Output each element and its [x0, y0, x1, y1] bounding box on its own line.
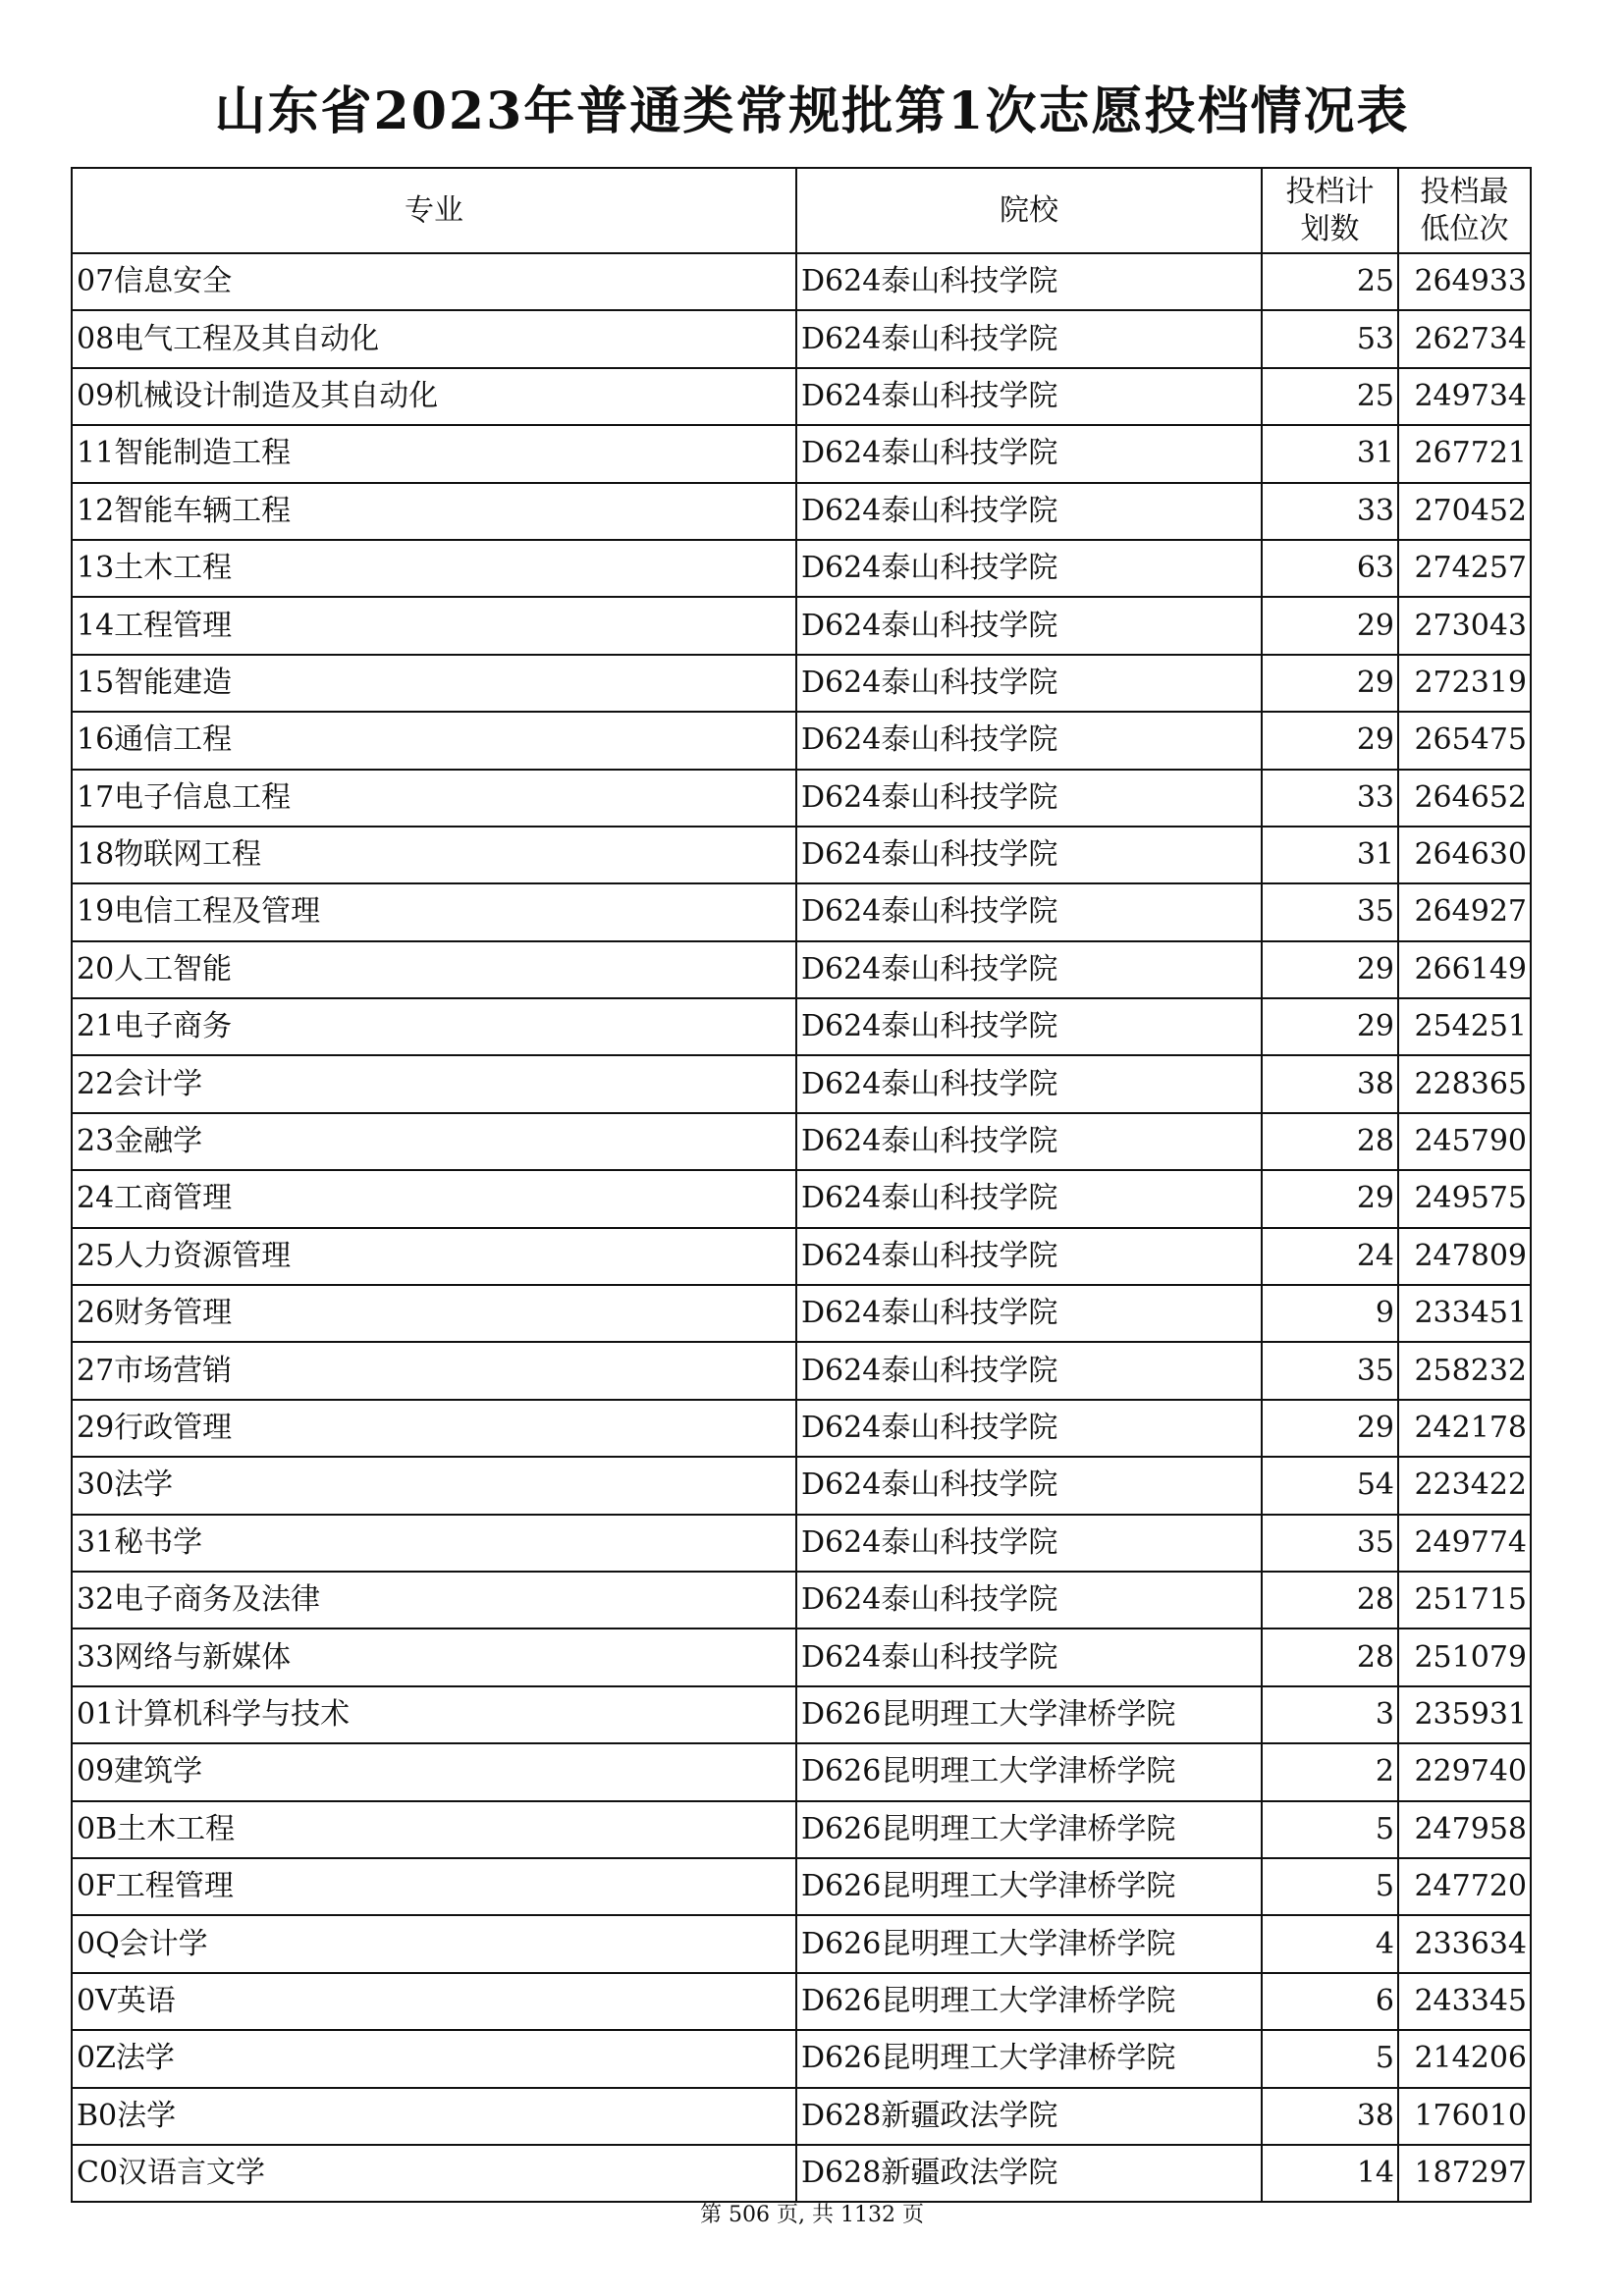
major-cell: 08电气工程及其自动化 [72, 310, 796, 367]
school-cell: D624泰山科技学院 [796, 253, 1262, 310]
major-cell: 16通信工程 [72, 712, 796, 769]
header-major: 专业 [72, 168, 796, 253]
table-row [72, 1228, 1531, 1285]
table-row [72, 597, 1531, 654]
major-cell: 22会计学 [72, 1055, 796, 1112]
table-row [72, 1055, 1531, 1112]
plan-count-cell: 25 [1262, 368, 1398, 425]
school-cell: D624泰山科技学院 [796, 1572, 1262, 1629]
plan-count-cell: 28 [1262, 1113, 1398, 1170]
plan-count-cell: 25 [1262, 253, 1398, 310]
plan-count-cell: 29 [1262, 597, 1398, 654]
school-cell: D624泰山科技学院 [796, 310, 1262, 367]
min-rank-cell: 249774 [1398, 1515, 1531, 1572]
min-rank-cell: 264652 [1398, 770, 1531, 827]
major-cell: 21电子商务 [72, 998, 796, 1055]
school-cell: D624泰山科技学院 [796, 1113, 1262, 1170]
min-rank-cell: 229740 [1398, 1743, 1531, 1800]
school-cell: D628新疆政法学院 [796, 2145, 1262, 2202]
header-rank [1398, 168, 1531, 253]
table-row [72, 712, 1531, 769]
school-cell: D626昆明理工大学津桥学院 [796, 1858, 1262, 1915]
school-cell: D624泰山科技学院 [796, 998, 1262, 1055]
school-cell: D624泰山科技学院 [796, 1228, 1262, 1285]
plan-count-cell: 33 [1262, 770, 1398, 827]
table-body [72, 253, 1531, 2202]
school-cell: D624泰山科技学院 [796, 883, 1262, 940]
plan-count-cell: 29 [1262, 1400, 1398, 1457]
table-row [72, 1457, 1531, 1514]
min-rank-cell: 223422 [1398, 1457, 1531, 1514]
plan-count-cell: 5 [1262, 1858, 1398, 1915]
table-row [72, 1170, 1531, 1227]
school-cell: D624泰山科技学院 [796, 597, 1262, 654]
min-rank-cell: 228365 [1398, 1055, 1531, 1112]
plan-count-cell: 9 [1262, 1285, 1398, 1342]
plan-count-cell: 29 [1262, 655, 1398, 712]
plan-count-cell: 29 [1262, 1170, 1398, 1227]
plan-count-cell: 38 [1262, 1055, 1398, 1112]
major-cell: 01计算机科学与技术 [72, 1686, 796, 1743]
school-cell: D624泰山科技学院 [796, 1515, 1262, 1572]
major-cell: 31秘书学 [72, 1515, 796, 1572]
plan-count-cell: 35 [1262, 883, 1398, 940]
header-plan-line2: 划数 [1300, 211, 1360, 246]
min-rank-cell: 267721 [1398, 425, 1531, 482]
school-cell: D624泰山科技学院 [796, 1342, 1262, 1399]
plan-count-cell: 5 [1262, 1801, 1398, 1858]
table-row [72, 1400, 1531, 1457]
plan-count-cell: 24 [1262, 1228, 1398, 1285]
page-footer: 第 506 页, 共 1132 页 [700, 2203, 924, 2227]
plan-count-cell: 28 [1262, 1629, 1398, 1685]
major-cell: 29行政管理 [72, 1400, 796, 1457]
major-cell: 27市场营销 [72, 1342, 796, 1399]
major-cell: 0V英语 [72, 1973, 796, 2030]
table-row [72, 655, 1531, 712]
school-cell: D628新疆政法学院 [796, 2088, 1262, 2145]
min-rank-cell: 264630 [1398, 827, 1531, 883]
major-cell: 13土木工程 [72, 540, 796, 597]
header-rank-line2: 低位次 [1420, 211, 1509, 246]
min-rank-cell: 258232 [1398, 1342, 1531, 1399]
header-rank-line1: 投档最 [1420, 174, 1509, 209]
school-cell: D626昆明理工大学津桥学院 [796, 2030, 1262, 2087]
table-row [72, 1915, 1531, 1972]
plan-count-cell: 29 [1262, 712, 1398, 769]
table-row [72, 310, 1531, 367]
min-rank-cell: 273043 [1398, 597, 1531, 654]
plan-count-cell: 5 [1262, 2030, 1398, 2087]
table-row [72, 253, 1531, 310]
min-rank-cell: 247958 [1398, 1801, 1531, 1858]
table-row [72, 540, 1531, 597]
school-cell: D624泰山科技学院 [796, 1629, 1262, 1685]
school-cell: D626昆明理工大学津桥学院 [796, 1743, 1262, 1800]
school-cell: D626昆明理工大学津桥学院 [796, 1801, 1262, 1858]
min-rank-cell: 245790 [1398, 1113, 1531, 1170]
min-rank-cell: 249734 [1398, 368, 1531, 425]
min-rank-cell: 254251 [1398, 998, 1531, 1055]
min-rank-cell: 266149 [1398, 941, 1531, 998]
table-row [72, 425, 1531, 482]
plan-count-cell: 31 [1262, 827, 1398, 883]
table-row [72, 1515, 1531, 1572]
min-rank-cell: 233451 [1398, 1285, 1531, 1342]
plan-count-cell: 31 [1262, 425, 1398, 482]
school-cell: D624泰山科技学院 [796, 1400, 1262, 1457]
school-cell: D624泰山科技学院 [796, 425, 1262, 482]
table-row [72, 368, 1531, 425]
major-cell: 0Q会计学 [72, 1915, 796, 1972]
plan-count-cell: 3 [1262, 1686, 1398, 1743]
plan-count-cell: 14 [1262, 2145, 1398, 2202]
min-rank-cell: 233634 [1398, 1915, 1531, 1972]
school-cell: D624泰山科技学院 [796, 1170, 1262, 1227]
school-cell: D624泰山科技学院 [796, 368, 1262, 425]
school-cell: D624泰山科技学院 [796, 655, 1262, 712]
table-row [72, 2088, 1531, 2145]
min-rank-cell: 235931 [1398, 1686, 1531, 1743]
header-plan [1262, 168, 1398, 253]
plan-count-cell: 29 [1262, 998, 1398, 1055]
school-cell: D624泰山科技学院 [796, 1285, 1262, 1342]
table-row [72, 483, 1531, 540]
major-cell: 0F工程管理 [72, 1858, 796, 1915]
school-cell: D624泰山科技学院 [796, 770, 1262, 827]
admission-table [71, 167, 1532, 2203]
min-rank-cell: 270452 [1398, 483, 1531, 540]
table-row [72, 1973, 1531, 2030]
plan-count-cell: 33 [1262, 483, 1398, 540]
min-rank-cell: 251715 [1398, 1572, 1531, 1629]
min-rank-cell: 264927 [1398, 883, 1531, 940]
table-row [72, 1743, 1531, 1800]
major-cell: 23金融学 [72, 1113, 796, 1170]
major-cell: 09机械设计制造及其自动化 [72, 368, 796, 425]
table-row [72, 2145, 1531, 2202]
major-cell: 11智能制造工程 [72, 425, 796, 482]
plan-count-cell: 4 [1262, 1915, 1398, 1972]
table-row [72, 827, 1531, 883]
min-rank-cell: 247720 [1398, 1858, 1531, 1915]
table-row [72, 941, 1531, 998]
header-school: 院校 [796, 168, 1262, 253]
table-row [72, 1285, 1531, 1342]
min-rank-cell: 243345 [1398, 1973, 1531, 2030]
major-cell: 12智能车辆工程 [72, 483, 796, 540]
plan-count-cell: 63 [1262, 540, 1398, 597]
min-rank-cell: 265475 [1398, 712, 1531, 769]
header-row [72, 168, 1531, 253]
table-row [72, 1686, 1531, 1743]
table-row [72, 1572, 1531, 1629]
major-cell: B0法学 [72, 2088, 796, 2145]
major-cell: 24工商管理 [72, 1170, 796, 1227]
min-rank-cell: 214206 [1398, 2030, 1531, 2087]
table-row [72, 883, 1531, 940]
plan-count-cell: 35 [1262, 1342, 1398, 1399]
table-row [72, 1113, 1531, 1170]
major-cell: 14工程管理 [72, 597, 796, 654]
school-cell: D624泰山科技学院 [796, 941, 1262, 998]
major-cell: 07信息安全 [72, 253, 796, 310]
min-rank-cell: 262734 [1398, 310, 1531, 367]
header-plan-line1: 投档计 [1285, 174, 1375, 209]
major-cell: 15智能建造 [72, 655, 796, 712]
school-cell: D626昆明理工大学津桥学院 [796, 1973, 1262, 2030]
school-cell: D624泰山科技学院 [796, 712, 1262, 769]
min-rank-cell: 176010 [1398, 2088, 1531, 2145]
major-cell: 09建筑学 [72, 1743, 796, 1800]
table-row [72, 770, 1531, 827]
school-cell: D626昆明理工大学津桥学院 [796, 1686, 1262, 1743]
school-cell: D624泰山科技学院 [796, 540, 1262, 597]
major-cell: 0B土木工程 [72, 1801, 796, 1858]
plan-count-cell: 29 [1262, 941, 1398, 998]
table-row [72, 2030, 1531, 2087]
plan-count-cell: 2 [1262, 1743, 1398, 1800]
major-cell: 0Z法学 [72, 2030, 796, 2087]
major-cell: 19电信工程及管理 [72, 883, 796, 940]
major-cell: 26财务管理 [72, 1285, 796, 1342]
school-cell: D624泰山科技学院 [796, 483, 1262, 540]
school-cell: D624泰山科技学院 [796, 1457, 1262, 1514]
min-rank-cell: 264933 [1398, 253, 1531, 310]
min-rank-cell: 187297 [1398, 2145, 1531, 2202]
major-cell: 25人力资源管理 [72, 1228, 796, 1285]
min-rank-cell: 242178 [1398, 1400, 1531, 1457]
table-row [72, 998, 1531, 1055]
table-row [72, 1629, 1531, 1685]
major-cell: 30法学 [72, 1457, 796, 1514]
plan-count-cell: 53 [1262, 310, 1398, 367]
min-rank-cell: 274257 [1398, 540, 1531, 597]
table-row [72, 1801, 1531, 1858]
table-row [72, 1858, 1531, 1915]
school-cell: D626昆明理工大学津桥学院 [796, 1915, 1262, 1972]
school-cell: D624泰山科技学院 [796, 1055, 1262, 1112]
plan-count-cell: 28 [1262, 1572, 1398, 1629]
min-rank-cell: 247809 [1398, 1228, 1531, 1285]
plan-count-cell: 35 [1262, 1515, 1398, 1572]
major-cell: 18物联网工程 [72, 827, 796, 883]
major-cell: 20人工智能 [72, 941, 796, 998]
table-row [72, 1342, 1531, 1399]
plan-count-cell: 38 [1262, 2088, 1398, 2145]
plan-count-cell: 54 [1262, 1457, 1398, 1514]
school-cell: D624泰山科技学院 [796, 827, 1262, 883]
major-cell: C0汉语言文学 [72, 2145, 796, 2202]
major-cell: 33网络与新媒体 [72, 1629, 796, 1685]
major-cell: 32电子商务及法律 [72, 1572, 796, 1629]
page-title: 山东省2023年普通类常规批第1次志愿投档情况表 [214, 81, 1410, 141]
plan-count-cell: 6 [1262, 1973, 1398, 2030]
min-rank-cell: 249575 [1398, 1170, 1531, 1227]
min-rank-cell: 251079 [1398, 1629, 1531, 1685]
major-cell: 17电子信息工程 [72, 770, 796, 827]
min-rank-cell: 272319 [1398, 655, 1531, 712]
